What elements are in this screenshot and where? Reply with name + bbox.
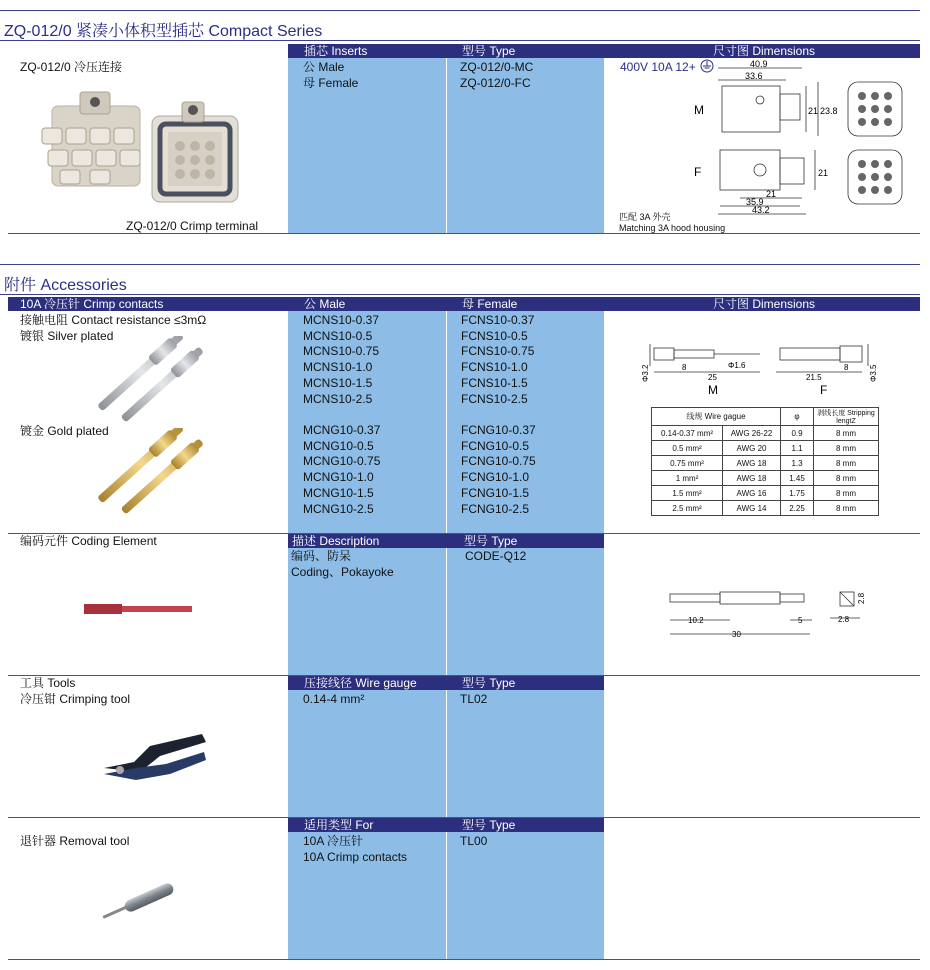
wire-table-cell: 8 mm [814, 456, 879, 471]
dim-f-21: 21 [766, 189, 777, 199]
dim-f-43-2: 43.2 [752, 205, 770, 215]
header-coding-type: 型号 Type [464, 534, 518, 548]
wire-table-cell: 1.3 [781, 456, 814, 471]
coding-type-column [447, 548, 604, 675]
contact-part-number: MCNG10-0.5 [303, 438, 374, 453]
contact-part-number: MCNG10-1.5 [303, 485, 374, 500]
wire-table-cell: AWG 20 [723, 441, 781, 456]
wire-table-cell: 1.45 [781, 471, 814, 486]
wire-table-cell: 8 mm [814, 441, 879, 456]
wire-header-gauge: 线规 Wire gague [652, 408, 781, 426]
wire-header-phi: φ [781, 408, 814, 426]
header-bar-removal [288, 818, 604, 832]
label-f: F [694, 165, 702, 179]
wire-table-cell: 0.14-0.37 mm² [652, 426, 723, 441]
wire-table-cell: 8 mm [814, 471, 879, 486]
table-row [652, 456, 879, 471]
header-bar-tools [288, 676, 604, 690]
wire-gauge-table-wrap [651, 407, 879, 516]
header-bar-coding [288, 534, 604, 548]
coding-dim-2-8-b: 2.8 [857, 592, 866, 604]
gold-pins-image [95, 428, 205, 520]
wire-table-cell: 1 mm² [652, 471, 723, 486]
table-row [652, 486, 879, 501]
contact-part-number: FCNG10-2.5 [461, 501, 530, 516]
dim-f-35-9: 35.9 [746, 197, 764, 207]
gold-plated-label: 镀金 Gold plated [20, 424, 109, 438]
dim-f-21-h: 21 [818, 168, 829, 178]
hood-note-en: Matching 3A hood housing [619, 223, 726, 233]
removal-for-en: 10A Crimp contacts [303, 850, 408, 864]
header-wire-gauge: 压接线径 Wire gauge [304, 676, 417, 690]
header-dimensions-2: 尺寸图 Dimensions [713, 297, 816, 311]
wire-table-cell: 2.25 [781, 501, 814, 516]
contact-part-number: MCNS10-0.75 [303, 344, 380, 359]
coding-desc-en: Coding、Pokayoke [291, 565, 394, 579]
label-m: M [694, 103, 704, 117]
top-rule [0, 10, 920, 11]
wire-table-cell: 8 mm [814, 426, 879, 441]
wire-gauge-table [651, 407, 879, 516]
removal-for-cn: 10A 冷压针 [303, 834, 364, 848]
wire-table-cell: AWG 16 [723, 486, 781, 501]
wire-table-cell: AWG 18 [723, 471, 781, 486]
header-bar-dimensions-2 [610, 297, 920, 311]
contact-part-number: FCNS10-1.0 [461, 360, 528, 375]
wire-table-cell: 0.5 mm² [652, 441, 723, 456]
wire-table-cell: AWG 14 [723, 501, 781, 516]
contact-part-number: MCNG10-0.37 [303, 423, 381, 437]
dim-pin-25: 25 [708, 373, 717, 382]
header-bar-crimp [8, 297, 288, 311]
insert-female: 母 Female [303, 76, 359, 90]
male-insert-image [42, 92, 140, 186]
header-male: 公 Male [304, 297, 346, 311]
coding-desc-cn: 编码、防呆 [291, 549, 352, 563]
contact-part-number: FCNS10-0.37 [461, 313, 535, 327]
header-female: 母 Female [462, 297, 518, 311]
coding-element-drawing [660, 582, 890, 642]
type-female: ZQ-012/0-FC [460, 76, 531, 90]
connector-photo [40, 88, 260, 218]
contact-part-number: FCNS10-2.5 [461, 391, 528, 406]
tools-name: 工具 Tools [20, 676, 76, 690]
dim-pin-3-5: Φ3.5 [869, 364, 878, 382]
contact-part-number: MCNS10-1.5 [303, 375, 373, 390]
contact-part-number: MCNG10-1.0 [303, 470, 374, 485]
tool-wire-value: 0.14-4 mm² [303, 692, 365, 706]
header-bar-male-female [288, 297, 610, 311]
table-row [652, 501, 879, 516]
header-description: 描述 Description [292, 534, 380, 548]
contact-part-number: FCNS10-1.5 [461, 375, 528, 390]
header-tool-type: 型号 Type [462, 676, 516, 690]
tool-type-column [447, 690, 604, 817]
header-bar-inserts [288, 44, 610, 58]
table-row [652, 441, 879, 456]
photo-caption: ZQ-012/0 Crimp terminal [126, 219, 259, 233]
header-type: 型号 Type [462, 44, 516, 58]
wire-table-cell: AWG 18 [723, 456, 781, 471]
removal-type-value: TL00 [460, 834, 488, 848]
crimping-tool-image [100, 724, 210, 784]
contact-part-number: MCNS10-2.5 [303, 391, 373, 406]
coding-dim-2-8-a: 2.8 [838, 615, 850, 624]
contact-part-number: FCNG10-1.5 [461, 485, 530, 500]
coding-dim-10-2: 10.2 [688, 616, 704, 625]
contact-part-number: FCNG10-0.75 [461, 454, 536, 469]
contact-part-number: FCNG10-0.37 [461, 423, 536, 437]
tool-wire-column [288, 690, 446, 817]
coding-dim-5: 5 [798, 616, 803, 625]
dim-m-33-6: 33.6 [745, 71, 763, 81]
wire-table-cell: 0.9 [781, 426, 814, 441]
wire-table-cell: 1.5 mm² [652, 486, 723, 501]
crimping-tool-name: 冷压钳 Crimping tool [20, 692, 131, 706]
header-removal-type: 型号 Type [462, 818, 516, 832]
wire-table-cell: 8 mm [814, 501, 879, 516]
pin-label-f: F [820, 383, 828, 397]
dim-m-40-9: 40.9 [750, 59, 768, 69]
contact-resistance: 接触电阻 Contact resistance ≤3mΩ [20, 313, 207, 327]
crimp-contact-drawing [610, 336, 920, 398]
silver-plated-label: 镀银 Silver plated [20, 329, 114, 343]
contact-part-number: MCNS10-1.0 [303, 360, 373, 375]
section-rule [0, 40, 920, 41]
wire-table-cell: 1.75 [781, 486, 814, 501]
coding-dim-30: 30 [732, 630, 741, 639]
header-bar-dimensions [610, 44, 920, 58]
pin-label-m: M [708, 383, 718, 397]
silver-pins-image [95, 336, 205, 428]
wire-header-strip: 剥线长度 Stripping lengtZ [814, 408, 879, 426]
table-row [652, 426, 879, 441]
dim-pin-3-2: Φ3.2 [641, 364, 650, 382]
contact-part-number: MCNS10-0.37 [303, 313, 380, 327]
header-for: 适用类型 For [304, 818, 374, 832]
dimension-drawing-compact [610, 58, 920, 233]
dim-m-21: 21 [808, 106, 819, 116]
bottom-divider [8, 959, 920, 960]
header-inserts: 插芯 Inserts [304, 44, 368, 58]
section-rule-3 [0, 294, 920, 295]
tool-type-value: TL02 [460, 692, 488, 706]
wire-table-cell: 0.75 mm² [652, 456, 723, 471]
section-rule-2 [0, 264, 920, 265]
row-divider [8, 233, 920, 234]
contact-part-number: FCNG10-1.0 [461, 470, 530, 485]
dim-m-23-8: 23.8 [820, 106, 838, 116]
dim-pin-8: 8 [682, 363, 687, 372]
contact-part-number: MCNS10-0.5 [303, 328, 373, 343]
contact-part-number: FCNG10-0.5 [461, 438, 530, 453]
coding-element-name: 编码元件 Coding Element [20, 534, 157, 548]
wire-table-cell: 8 mm [814, 486, 879, 501]
wire-table-cell: 1.1 [781, 441, 814, 456]
female-insert-image [152, 102, 238, 202]
section-title-compact: ZQ-012/0 紧凑小体积型插芯 Compact Series [4, 23, 323, 40]
coding-element-image [84, 601, 194, 617]
dim-pin-1-6: Φ1.6 [728, 361, 746, 370]
type-male: ZQ-012/0-MC [460, 60, 534, 74]
coding-type-value: CODE-Q12 [465, 549, 527, 563]
removal-tool-image [98, 878, 180, 926]
section-title-accessories: 附件 Accessories [4, 277, 127, 294]
rating-text: 400V 10A 12+ [620, 60, 696, 74]
insert-male: 公 Male [303, 60, 345, 74]
table-row [652, 471, 879, 486]
contact-part-number: MCNG10-0.75 [303, 454, 381, 469]
hood-note-cn: 匹配 3A 外壳 [619, 212, 671, 222]
removal-tool-name: 退针器 Removal tool [20, 834, 130, 848]
contact-part-number: FCNS10-0.75 [461, 344, 535, 359]
removal-type-column [447, 832, 604, 959]
wire-table-cell: 2.5 mm² [652, 501, 723, 516]
contact-part-number: FCNS10-0.5 [461, 328, 528, 343]
dim-pin-8-f: 8 [844, 363, 849, 372]
header-crimp-contacts: 10A 冷压针 Crimp contacts [20, 297, 164, 311]
contact-part-number: MCNG10-2.5 [303, 501, 374, 516]
header-dimensions: 尺寸图 Dimensions [713, 44, 816, 58]
wire-table-cell: AWG 26-22 [723, 426, 781, 441]
product-name: ZQ-012/0 冷压连接 [20, 60, 123, 74]
dim-pin-21-5: 21.5 [806, 373, 822, 382]
